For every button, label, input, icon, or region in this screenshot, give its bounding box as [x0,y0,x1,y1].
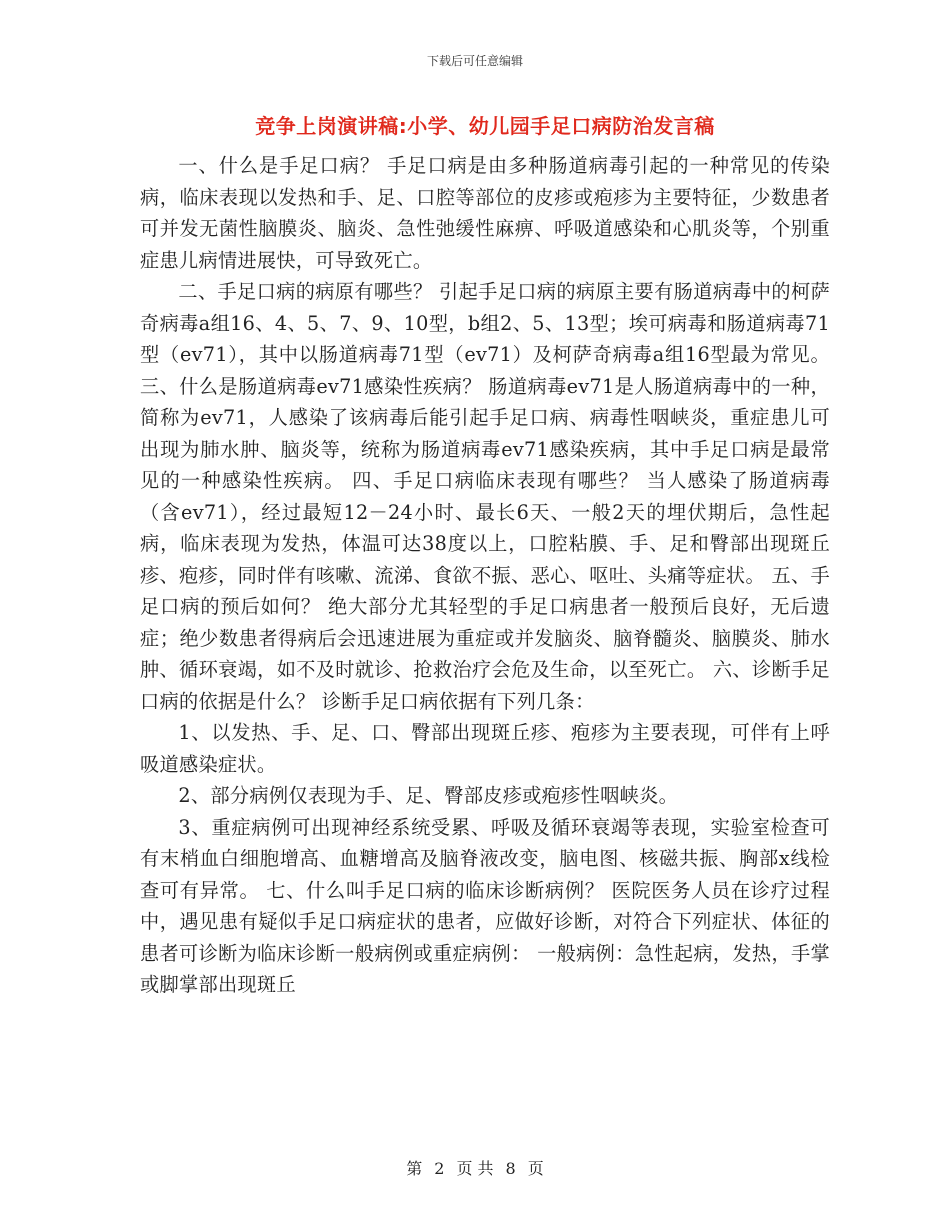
paragraph: 2、部分病例仅表现为手、足、臀部皮疹或疱疹性咽峡炎。 [178,784,679,807]
footer-page-number: 2 [434,1159,445,1178]
document-body [140,150,830,1001]
paragraph: 一、什么是手足口病？ 手足口病是由多种肠道病毒引起的一种常见的传染病，临床表现以发热和手、足、口腔等部位的皮疹或疱疹为主要特征，少数患者可并发无菌性脑膜炎、脑炎、急性弛缓性麻痹、呼吸道感染和心肌炎等，个别重症患儿病情进展快，可导致死亡。 [140,154,830,272]
document-title: 竞争上岗演讲稿:小学、幼儿园手足口病防治发言稿 [255,114,715,138]
paragraph: 二、手足口病的病原有哪些？ 引起手足口病的病原主要有肠道病毒中的柯萨奇病毒a组16、4、5、7、9、10型，b组2、5、13型；埃可病毒和肠道病毒71型（ev71），其中以肠道病毒71型（ev71）及柯萨奇病毒a组16型最为常见。 三、什么是肠道病毒ev71感染性疾病？ 肠道病毒ev71是人肠道病毒中的一种，简称为ev71，人感染了该病毒后能引起手足口病、病毒性咽峡炎，重症患儿可出现为肺水肿、脑炎等，统称为肠道病毒ev71感染疾病，其中手足口病是最常见的一种感染性疾病。 四、手足口病临床表现有哪些？ 当人感染了肠道病毒（含ev71），经过最短12－24小时、最长6天、一般2天的埋伏期后，急性起病，临床表现为发热，体温可达38度以上，口腔粘膜、手、足和臀部出现斑丘疹、疱疹，同时伴有咳嗽、流涕、食欲不振、恶心、呕吐、头痛等症状。 五、手足口病的预后如何？ 绝大部分尤其轻型的手足口病患者一般预后良好，无后遗症；绝少数患者得病后会迅速进展为重症或并发脑炎、脑脊髓炎、脑膜炎、肺水肿、循环衰竭，如不及时就诊、抢救治疗会危及生命，以至死亡。 六、诊断手足口病的依据是什么？ 诊断手足口病依据有下列几条： [140,280,830,713]
footer-suffix: 页 [527,1159,544,1178]
paragraph: 3、重症病例可出现神经系统受累、呼吸及循环衰竭等表现，实验室检查可有末梢血白细胞增高、血糖增高及脑脊液改变，脑电图、核磁共振、胸部x线检查可有异常。 七、什么叫手足口病的临床诊断病例？ 医院医务人员在诊疗过程中，遇见患有疑似手足口病症状的患者，应做好诊断，对符合下列症状、体征的患者可诊断为临床诊断一般病例或重症病例： 一般病例：急性起病，发热，手掌或脚掌部出现斑丘 [140,815,830,996]
paragraph: 1、以发热、手、足、口、臀部出现斑丘疹、疱疹为主要表现，可伴有上呼吸道感染症状。 [140,721,830,776]
page-header: 下载后可任意编辑 [426,54,523,68]
footer-prefix: 第 [406,1159,423,1178]
footer-total-pages: 8 [505,1159,516,1178]
footer-middle: 页 共 [456,1159,494,1178]
page-footer [0,1156,950,1179]
